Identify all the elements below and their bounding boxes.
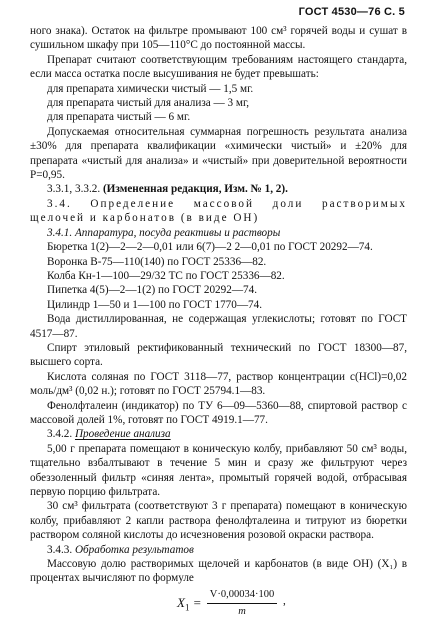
subsection-heading: 3.4.1. Аппаратура, посуда реактивы и растворы (47, 226, 281, 239)
paragraph: 5,00 г препарата помещают в коническую колбу, прибавляют 50 см³ воды, тщательно взбалтывают в течение 5 мин и сразу же фильтруют через обеззоленный фильтр «синяя лента», промытый горячей водой, отбрасывая первую порцию фильтрата. (30, 442, 407, 498)
section-title: 3.4. Определение массовой доли растворимых щелочей и карбонатов (в виде ОН) (30, 197, 407, 225)
section-number: 3.4.3. (47, 543, 75, 556)
formula-tail: , (283, 594, 286, 607)
subsection-title: Проведение анализа (74, 428, 171, 441)
paragraph: Кислота соляная по ГОСТ 3118—77, раствор концентрации c(HCl)=0,02 моль/дм³ (0,02 н.); готовят по ГОСТ 25794.1—83. (30, 370, 407, 398)
formula-denominator: m (238, 606, 246, 618)
subsection-heading (30, 427, 407, 441)
paragraph: Воронка В-75—110(140) по ГОСТ 25336—82. (47, 255, 267, 268)
paragraph: Вода дистиллированная, не содержащая углекислоты; готовят по ГОСТ 4517—87. (30, 313, 407, 340)
paragraph: Пипетка 4(5)—2—1(2) по ГОСТ 20292—74. (47, 284, 257, 297)
paragraph: Колба Кн-1—100—29/32 ТС по ГОСТ 25336—82. (47, 269, 285, 282)
paragraph: Бюретка 1(2)—2—2—0,01 или 6(7)—2 2—0,01 по ГОСТ 20292—74. (47, 241, 373, 254)
page-header: ГОСТ 4530—76 С. 5 (298, 6, 405, 18)
section-heading (30, 197, 407, 226)
document-body (30, 24, 407, 626)
paragraph: Цилиндр 1—50 и 1—100 по ГОСТ 1770—74. (47, 298, 263, 311)
formula-lhs: $X_1$ = (177, 594, 202, 613)
paragraph: Спирт этиловый ректификованный технический по ГОСТ 18300—87, высшего сорта. (30, 341, 407, 369)
formula (30, 588, 407, 626)
paragraph: Допускаемая относительная суммарная погрешность результата анализа ±30% для препарата квалификации «химически чистый» и ±20% для препарата «чистый для анализа» и «чистый» при доверительной вероятности P=0,95. (30, 125, 407, 182)
list-item: для препарата чистый для анализа — 3 мг, (47, 97, 250, 110)
section-number: 3.4.2. (47, 428, 75, 441)
subsection-title: Обработка результатов (74, 543, 194, 556)
amendment-note (30, 182, 407, 196)
formula-fraction (207, 588, 277, 620)
paragraph: Массовую долю растворимых щелочей и карбонатов (в виде ОН) (X₁) в процентах вычисляют по формуле (30, 558, 407, 585)
paragraph: ного знака). Остаток на фильтре промывают 100 см³ горячей воды и сушат в сушильном шкафу при 105—110°С до постоянной массы. (30, 25, 407, 52)
amendment-label: (Измененная редакция, Изм. № 1, 2). (102, 183, 288, 196)
paragraph: Фенолфталеин (индикатор) по ТУ 6—09—5360—88, спиртовой раствор с массовой долей 1%, готовят по ГОСТ 4919.1—77. (30, 399, 407, 426)
paragraph: 30 см³ фильтрата (соответствуют 3 г препарата) помещают в коническую колбу, прибавляют 2 капли раствора фенолфталеина и титруют из бюретки раствором соляной кислоты до исчезновения розовой окраски раствора. (30, 500, 407, 542)
section-number: 3.3.1, 3.3.2. (47, 183, 103, 196)
paragraph: Препарат считают соответствующим требованиям настоящего стандарта, если масса остатка после высушивания не будет превышать: (30, 53, 407, 81)
list-item: для препарата чистый — 6 мг. (47, 111, 191, 124)
list-item: для препарата химически чистый — 1,5 мг. (47, 82, 254, 95)
formula-numerator: V·0,00034·100 (207, 588, 277, 604)
subsection-heading (30, 543, 407, 557)
